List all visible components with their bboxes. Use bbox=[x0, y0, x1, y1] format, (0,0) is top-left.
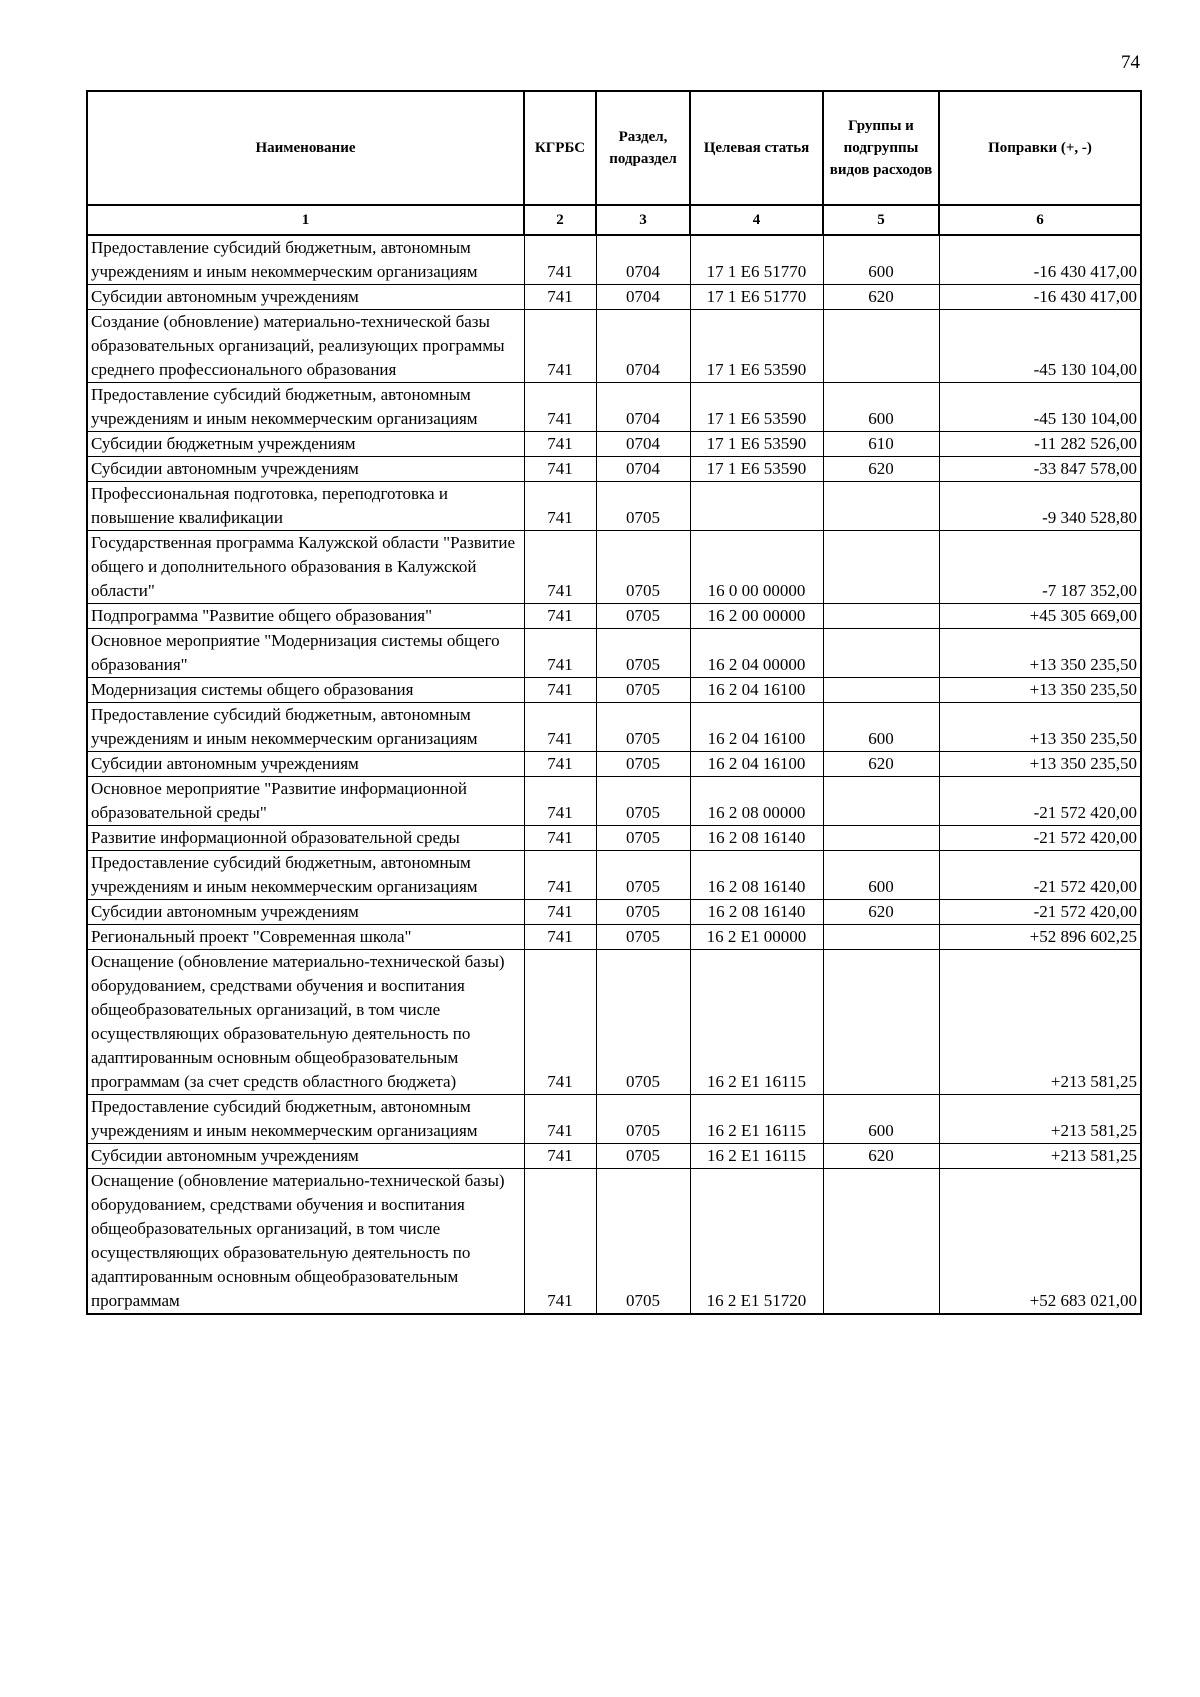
row-section: 0705 bbox=[596, 777, 690, 826]
row-section: 0705 bbox=[596, 1169, 690, 1315]
row-section: 0705 bbox=[596, 629, 690, 678]
row-group bbox=[823, 950, 939, 1095]
row-amount: -21 572 420,00 bbox=[939, 900, 1141, 925]
header-row bbox=[87, 91, 1141, 205]
row-section: 0705 bbox=[596, 531, 690, 604]
row-section: 0705 bbox=[596, 1144, 690, 1169]
row-kgrbs: 741 bbox=[524, 851, 596, 900]
row-kgrbs: 741 bbox=[524, 235, 596, 285]
row-amount: +213 581,25 bbox=[939, 950, 1141, 1095]
row-name: Оснащение (обновление материально-технической базы) оборудованием, средствами обучения и воспитания общеобразовательных организаций, в том числе осуществляющих образовательную деятельность по адаптированным основным общеобразовательным программам bbox=[87, 1169, 524, 1315]
row-kgrbs: 741 bbox=[524, 826, 596, 851]
row-section: 0705 bbox=[596, 900, 690, 925]
column-number: 5 bbox=[823, 205, 939, 235]
row-name: Профессиональная подготовка, переподготовка и повышение квалификации bbox=[87, 482, 524, 531]
row-target: 17 1 E6 53590 bbox=[690, 310, 823, 383]
row-kgrbs: 741 bbox=[524, 1169, 596, 1315]
row-section: 0704 bbox=[596, 383, 690, 432]
row-section: 0704 bbox=[596, 310, 690, 383]
row-target: 16 2 E1 16115 bbox=[690, 950, 823, 1095]
row-name: Государственная программа Калужской области "Развитие общего и дополнительного образования в Калужской области" bbox=[87, 531, 524, 604]
row-group: 610 bbox=[823, 432, 939, 457]
row-group bbox=[823, 531, 939, 604]
row-amount: -16 430 417,00 bbox=[939, 285, 1141, 310]
table-row bbox=[87, 1095, 1141, 1144]
row-section: 0705 bbox=[596, 925, 690, 950]
header-amendments: Поправки (+, -) bbox=[939, 91, 1141, 205]
row-kgrbs: 741 bbox=[524, 604, 596, 629]
row-section: 0705 bbox=[596, 482, 690, 531]
row-kgrbs: 741 bbox=[524, 678, 596, 703]
row-kgrbs: 741 bbox=[524, 310, 596, 383]
row-section: 0705 bbox=[596, 678, 690, 703]
row-target: 16 2 04 16100 bbox=[690, 703, 823, 752]
row-group: 620 bbox=[823, 900, 939, 925]
row-target: 17 1 E6 51770 bbox=[690, 285, 823, 310]
row-kgrbs: 741 bbox=[524, 432, 596, 457]
row-target: 16 2 08 00000 bbox=[690, 777, 823, 826]
row-section: 0705 bbox=[596, 826, 690, 851]
table-row bbox=[87, 752, 1141, 777]
row-amount: -21 572 420,00 bbox=[939, 826, 1141, 851]
row-amount: -11 282 526,00 bbox=[939, 432, 1141, 457]
table-row bbox=[87, 678, 1141, 703]
row-group bbox=[823, 629, 939, 678]
row-amount: -7 187 352,00 bbox=[939, 531, 1141, 604]
table-row bbox=[87, 900, 1141, 925]
row-group bbox=[823, 678, 939, 703]
table-row bbox=[87, 703, 1141, 752]
row-amount: +213 581,25 bbox=[939, 1095, 1141, 1144]
row-name: Предоставление субсидий бюджетным, автономным учреждениям и иным некоммерческим организациям bbox=[87, 383, 524, 432]
row-amount: +13 350 235,50 bbox=[939, 752, 1141, 777]
column-number: 3 bbox=[596, 205, 690, 235]
row-section: 0705 bbox=[596, 851, 690, 900]
row-amount: +52 896 602,25 bbox=[939, 925, 1141, 950]
row-name: Предоставление субсидий бюджетным, автономным учреждениям и иным некоммерческим организациям bbox=[87, 703, 524, 752]
header-kgrbs: КГРБС bbox=[524, 91, 596, 205]
table-row bbox=[87, 310, 1141, 383]
row-section: 0705 bbox=[596, 1095, 690, 1144]
row-kgrbs: 741 bbox=[524, 752, 596, 777]
row-group bbox=[823, 310, 939, 383]
row-name: Основное мероприятие "Развитие информационной образовательной среды" bbox=[87, 777, 524, 826]
row-group: 620 bbox=[823, 285, 939, 310]
row-section: 0704 bbox=[596, 235, 690, 285]
table-row bbox=[87, 432, 1141, 457]
row-target bbox=[690, 482, 823, 531]
row-name: Региональный проект "Современная школа" bbox=[87, 925, 524, 950]
row-target: 16 2 04 16100 bbox=[690, 678, 823, 703]
row-kgrbs: 741 bbox=[524, 285, 596, 310]
row-name: Предоставление субсидий бюджетным, автономным учреждениям и иным некоммерческим организациям bbox=[87, 1095, 524, 1144]
row-target: 17 1 E6 53590 bbox=[690, 457, 823, 482]
row-target: 17 1 E6 51770 bbox=[690, 235, 823, 285]
row-name: Основное мероприятие "Модернизация системы общего образования" bbox=[87, 629, 524, 678]
row-amount: -21 572 420,00 bbox=[939, 777, 1141, 826]
column-number: 2 bbox=[524, 205, 596, 235]
row-group: 600 bbox=[823, 235, 939, 285]
row-kgrbs: 741 bbox=[524, 531, 596, 604]
column-number-row bbox=[87, 205, 1141, 235]
row-group: 600 bbox=[823, 383, 939, 432]
row-amount: +45 305 669,00 bbox=[939, 604, 1141, 629]
table-row bbox=[87, 1144, 1141, 1169]
row-group bbox=[823, 604, 939, 629]
row-name: Предоставление субсидий бюджетным, автономным учреждениям и иным некоммерческим организациям bbox=[87, 235, 524, 285]
header-name: Наименование bbox=[87, 91, 524, 205]
row-target: 16 0 00 00000 bbox=[690, 531, 823, 604]
table-row bbox=[87, 457, 1141, 482]
row-kgrbs: 741 bbox=[524, 950, 596, 1095]
table-row bbox=[87, 383, 1141, 432]
row-amount: -45 130 104,00 bbox=[939, 310, 1141, 383]
row-section: 0704 bbox=[596, 432, 690, 457]
row-group: 600 bbox=[823, 1095, 939, 1144]
row-kgrbs: 741 bbox=[524, 629, 596, 678]
row-name: Субсидии автономным учреждениям bbox=[87, 900, 524, 925]
header-section: Раздел, подраздел bbox=[596, 91, 690, 205]
row-kgrbs: 741 bbox=[524, 1095, 596, 1144]
row-kgrbs: 741 bbox=[524, 383, 596, 432]
budget-amendments-table bbox=[86, 90, 1142, 1315]
row-amount: +213 581,25 bbox=[939, 1144, 1141, 1169]
table-row bbox=[87, 285, 1141, 310]
row-name: Развитие информационной образовательной среды bbox=[87, 826, 524, 851]
table-row bbox=[87, 925, 1141, 950]
row-section: 0705 bbox=[596, 950, 690, 1095]
row-amount: -9 340 528,80 bbox=[939, 482, 1141, 531]
row-name: Создание (обновление) материально-технической базы образовательных организаций, реализующих программы среднего профессионального образования bbox=[87, 310, 524, 383]
row-kgrbs: 741 bbox=[524, 482, 596, 531]
row-target: 16 2 E1 00000 bbox=[690, 925, 823, 950]
row-group: 620 bbox=[823, 752, 939, 777]
row-target: 16 2 E1 16115 bbox=[690, 1144, 823, 1169]
row-target: 16 2 04 16100 bbox=[690, 752, 823, 777]
column-number: 1 bbox=[87, 205, 524, 235]
table-row bbox=[87, 777, 1141, 826]
row-group bbox=[823, 1169, 939, 1315]
row-name: Субсидии автономным учреждениям bbox=[87, 1144, 524, 1169]
header-target: Целевая статья bbox=[690, 91, 823, 205]
row-name: Субсидии автономным учреждениям bbox=[87, 285, 524, 310]
row-amount: +13 350 235,50 bbox=[939, 678, 1141, 703]
table-row bbox=[87, 826, 1141, 851]
row-target: 16 2 08 16140 bbox=[690, 900, 823, 925]
row-kgrbs: 741 bbox=[524, 703, 596, 752]
table-row bbox=[87, 482, 1141, 531]
table-row bbox=[87, 629, 1141, 678]
row-group bbox=[823, 777, 939, 826]
column-number: 6 bbox=[939, 205, 1141, 235]
row-name: Модернизация системы общего образования bbox=[87, 678, 524, 703]
row-kgrbs: 741 bbox=[524, 457, 596, 482]
row-section: 0705 bbox=[596, 752, 690, 777]
row-section: 0704 bbox=[596, 285, 690, 310]
row-kgrbs: 741 bbox=[524, 900, 596, 925]
row-kgrbs: 741 bbox=[524, 925, 596, 950]
row-target: 16 2 E1 16115 bbox=[690, 1095, 823, 1144]
row-name: Субсидии автономным учреждениям bbox=[87, 457, 524, 482]
row-amount: +13 350 235,50 bbox=[939, 629, 1141, 678]
row-target: 17 1 E6 53590 bbox=[690, 432, 823, 457]
row-amount: -33 847 578,00 bbox=[939, 457, 1141, 482]
row-group: 600 bbox=[823, 851, 939, 900]
header-groups: Группы и подгруппы видов расходов bbox=[823, 91, 939, 205]
row-group: 600 bbox=[823, 703, 939, 752]
column-number: 4 bbox=[690, 205, 823, 235]
row-name: Предоставление субсидий бюджетным, автономным учреждениям и иным некоммерческим организациям bbox=[87, 851, 524, 900]
row-target: 16 2 E1 51720 bbox=[690, 1169, 823, 1315]
row-group: 620 bbox=[823, 1144, 939, 1169]
row-section: 0704 bbox=[596, 457, 690, 482]
row-amount: -16 430 417,00 bbox=[939, 235, 1141, 285]
row-section: 0705 bbox=[596, 703, 690, 752]
row-name: Субсидии автономным учреждениям bbox=[87, 752, 524, 777]
row-kgrbs: 741 bbox=[524, 1144, 596, 1169]
row-target: 17 1 E6 53590 bbox=[690, 383, 823, 432]
row-group: 620 bbox=[823, 457, 939, 482]
row-target: 16 2 04 00000 bbox=[690, 629, 823, 678]
row-target: 16 2 00 00000 bbox=[690, 604, 823, 629]
row-name: Субсидии бюджетным учреждениям bbox=[87, 432, 524, 457]
table-row bbox=[87, 851, 1141, 900]
table-row bbox=[87, 604, 1141, 629]
row-amount: +52 683 021,00 bbox=[939, 1169, 1141, 1315]
table-row bbox=[87, 950, 1141, 1095]
row-name: Оснащение (обновление материально-технической базы) оборудованием, средствами обучения и воспитания общеобразовательных организаций, в том числе осуществляющих образовательную деятельность по адаптированным основным общеобразовательным программам (за счет средств областного бюджета) bbox=[87, 950, 524, 1095]
row-name: Подпрограмма "Развитие общего образования" bbox=[87, 604, 524, 629]
row-group bbox=[823, 925, 939, 950]
row-amount: -21 572 420,00 bbox=[939, 851, 1141, 900]
row-amount: +13 350 235,50 bbox=[939, 703, 1141, 752]
table-row bbox=[87, 235, 1141, 285]
page-number: 74 bbox=[1121, 52, 1140, 73]
table-row bbox=[87, 1169, 1141, 1315]
row-target: 16 2 08 16140 bbox=[690, 826, 823, 851]
row-section: 0705 bbox=[596, 604, 690, 629]
row-group bbox=[823, 826, 939, 851]
row-target: 16 2 08 16140 bbox=[690, 851, 823, 900]
row-group bbox=[823, 482, 939, 531]
row-kgrbs: 741 bbox=[524, 777, 596, 826]
table-row bbox=[87, 531, 1141, 604]
row-amount: -45 130 104,00 bbox=[939, 383, 1141, 432]
